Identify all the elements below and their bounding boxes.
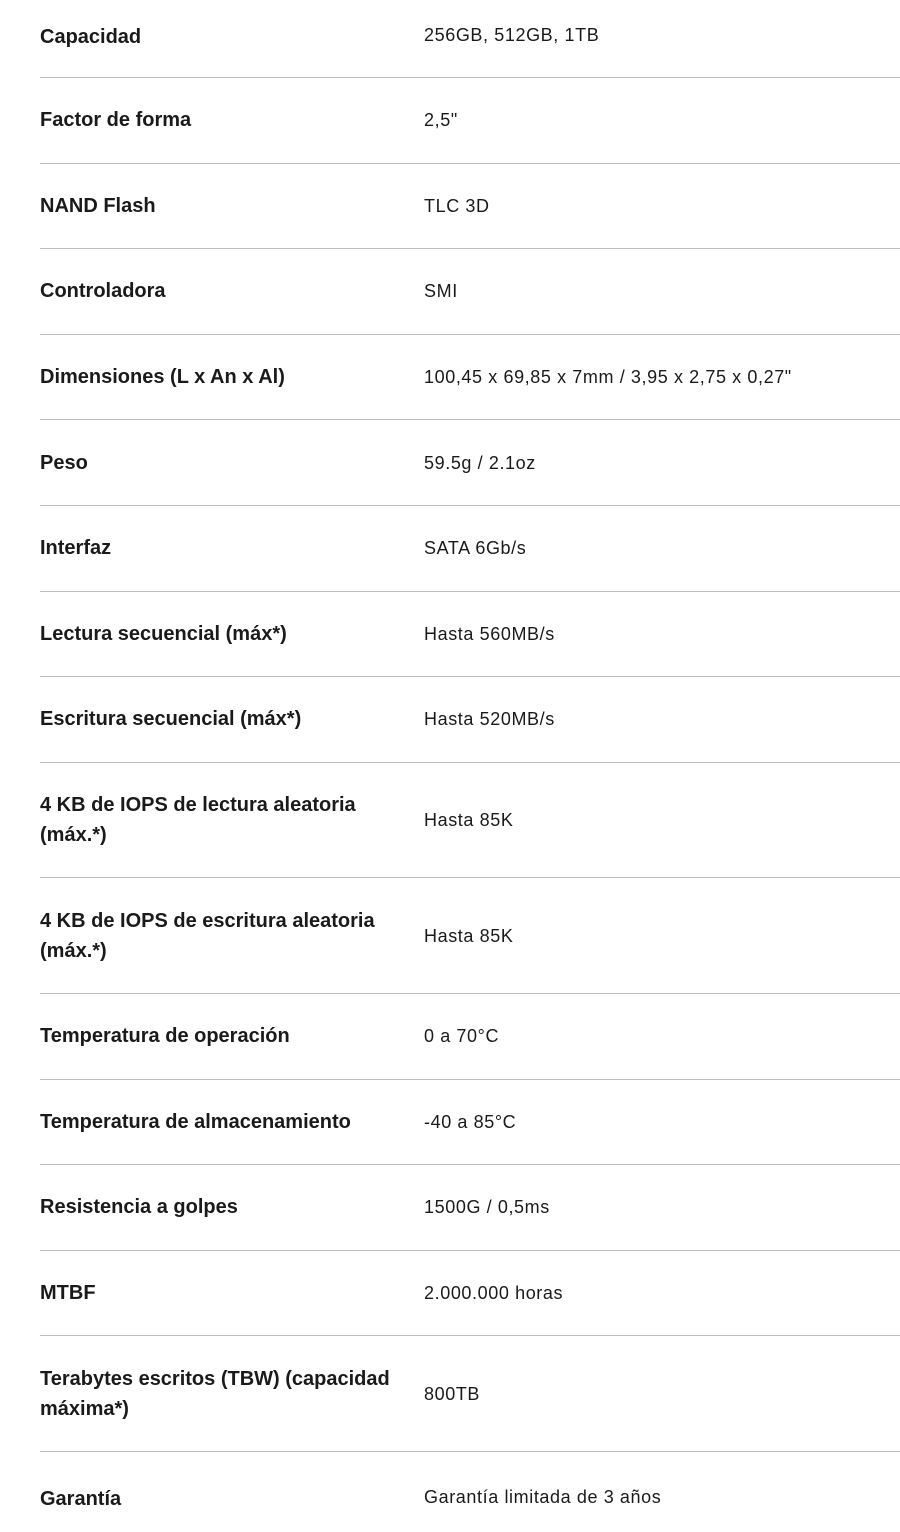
- spec-value: Garantía limitada de 3 años: [424, 1486, 662, 1507]
- spec-value: 0 a 70°C: [424, 1026, 500, 1047]
- spec-label: Escritura secuencial (máx*): [40, 708, 302, 731]
- spec-row-mtbf: [40, 1251, 900, 1337]
- spec-label: 4 KB de IOPS de escritura aleatoria (máx.*): [40, 909, 375, 962]
- spec-row-temperatura-operacion: [40, 994, 900, 1080]
- spec-label: Dimensiones (L x An x Al): [40, 366, 285, 389]
- spec-value: SMI: [424, 281, 458, 302]
- spec-value: 800TB: [424, 1383, 481, 1404]
- spec-value: Hasta 85K: [424, 925, 514, 946]
- spec-value: 100,45 x 69,85 x 7mm / 3,95 x 2,75 x 0,27": [424, 367, 792, 388]
- spec-label: Terabytes escritos (TBW) (capacidad máxima*): [40, 1367, 390, 1420]
- spec-value: Hasta 85K: [424, 810, 514, 831]
- spec-row-garantia: [40, 1452, 900, 1532]
- spec-row-factor-de-forma: [40, 78, 900, 164]
- spec-row-nand-flash: [40, 164, 900, 250]
- spec-row-capacidad: [40, 0, 900, 78]
- spec-value: Hasta 560MB/s: [424, 623, 555, 644]
- spec-value: 59.5g / 2.1oz: [424, 452, 536, 473]
- spec-table: [40, 0, 900, 1532]
- spec-value: 2,5": [424, 110, 458, 131]
- spec-value: SATA 6Gb/s: [424, 538, 527, 559]
- spec-value: 1500G / 0,5ms: [424, 1197, 550, 1218]
- spec-row-dimensiones: [40, 335, 900, 421]
- spec-label: Temperatura de almacenamiento: [40, 1110, 351, 1133]
- spec-row-peso: [40, 420, 900, 506]
- spec-row-controladora: [40, 249, 900, 335]
- spec-label: Peso: [40, 451, 88, 474]
- spec-label: Interfaz: [40, 537, 112, 560]
- spec-row-tbw: [40, 1336, 900, 1452]
- spec-value: 2.000.000 horas: [424, 1283, 564, 1304]
- spec-value: TLC 3D: [424, 195, 490, 216]
- spec-label: Temperatura de operación: [40, 1025, 290, 1048]
- spec-row-resistencia-golpes: [40, 1165, 900, 1251]
- spec-label: MTBF: [40, 1282, 96, 1305]
- spec-label: Factor de forma: [40, 109, 192, 132]
- spec-label: Controladora: [40, 280, 166, 303]
- spec-label: Capacidad: [40, 26, 142, 48]
- spec-row-escritura-secuencial: [40, 677, 900, 763]
- spec-row-interfaz: [40, 506, 900, 592]
- spec-label: 4 KB de IOPS de lectura aleatoria (máx.*): [40, 794, 356, 847]
- spec-label: Resistencia a golpes: [40, 1196, 238, 1219]
- spec-row-iops-lectura: [40, 763, 900, 879]
- spec-label: Lectura secuencial (máx*): [40, 622, 287, 645]
- spec-value: Hasta 520MB/s: [424, 709, 555, 730]
- spec-value: -40 a 85°C: [424, 1111, 517, 1132]
- spec-row-lectura-secuencial: [40, 592, 900, 678]
- spec-label: NAND Flash: [40, 194, 156, 217]
- spec-value: 256GB, 512GB, 1TB: [424, 25, 600, 45]
- spec-row-iops-escritura: [40, 878, 900, 994]
- spec-row-temperatura-almacenamiento: [40, 1080, 900, 1166]
- spec-label: Garantía: [40, 1487, 122, 1510]
